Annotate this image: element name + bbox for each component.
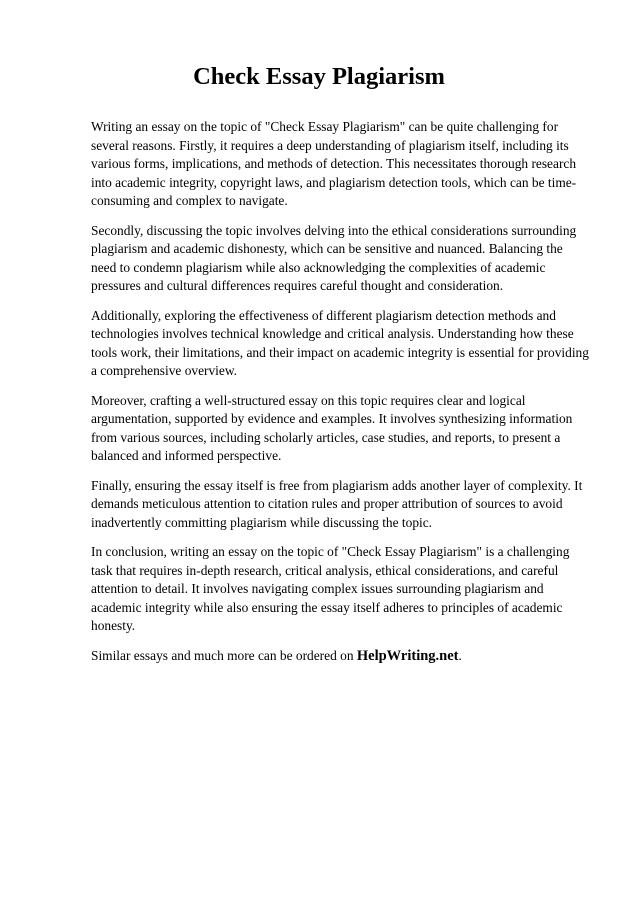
closing-line: [91, 647, 591, 666]
paragraph-6: In conclusion, writing an essay on the topic of "Check Essay Plagiarism" is a challenging task that requires in-depth research, critical analysis, ethical considerations, and careful attention to detail. It involves navigating complex issues surrounding plagiarism and academic integrity while also ensuring the essay itself adheres to principles of academic honesty.: [91, 544, 570, 633]
closing-text: Similar essays and much more can be ordered on: [91, 647, 357, 663]
paragraph-5: Finally, ensuring the essay itself is free from plagiarism adds another layer of complexity. It demands meticulous attention to citation rules and proper attribution of sources to avoid inadvertently committing plagiarism while discussing the topic.: [91, 477, 583, 530]
essay-body: [91, 118, 591, 676]
paragraph-1: Writing an essay on the topic of "Check Essay Plagiarism" can be quite challenging for several reasons. Firstly, it requires a deep understanding of plagiarism itself, including its various forms, implications, and methods of detection. This necessitates thorough research into academic integrity, copyright laws, and plagiarism detection tools, which can be time-consuming and complex to navigate.: [91, 119, 577, 208]
paragraph-3: Additionally, exploring the effectiveness of different plagiarism detection methods and technologies involves technical knowledge and critical analysis. Understanding how these tools work, their limitations, and their impact on academic integrity is essential for providing a comprehensive overview.: [91, 307, 589, 378]
paragraph-4: Moreover, crafting a well-structured essay on this topic requires clear and logical argumentation, supported by evidence and examples. It involves synthesizing information from various sources, including scholarly articles, case studies, and reports, to present a balanced and informed perspective.: [91, 392, 573, 463]
page-title: Check Essay Plagiarism: [193, 63, 445, 90]
closing-suffix: .: [458, 647, 462, 663]
paragraph-2: Secondly, discussing the topic involves delving into the ethical considerations surrounding plagiarism and academic dishonesty, which can be sensitive and nuanced. Balancing the need to condemn plagiarism while also acknowledging the complexities of academic pressures and cultural differences requires careful thought and consideration.: [91, 222, 577, 293]
helpwriting-link[interactable]: HelpWriting.net: [356, 647, 459, 664]
